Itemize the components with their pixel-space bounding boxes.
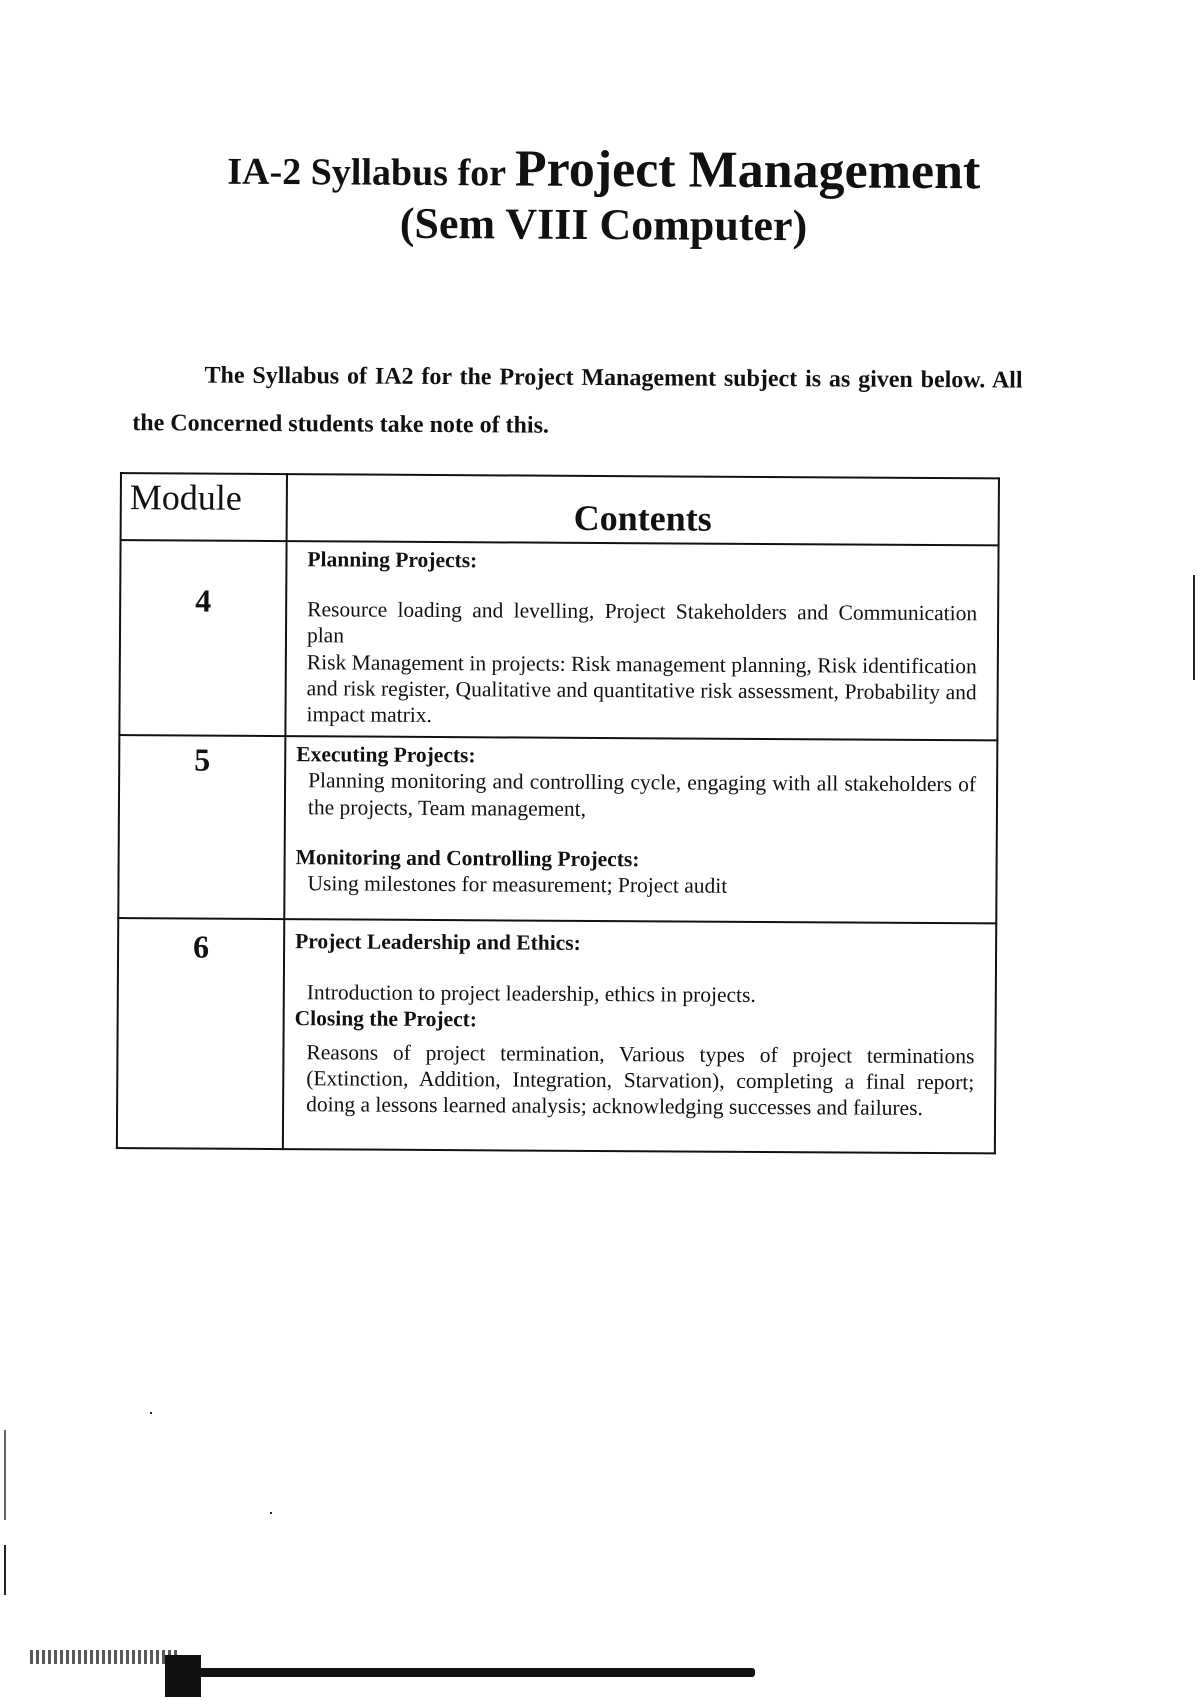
intro-paragraph: The Syllabus of IA2 for the Project Management subject is as given below. All the Concerned students take note of this. xyxy=(132,362,1023,439)
section-heading: Executing Projects: xyxy=(296,742,476,768)
scan-edge-mark xyxy=(4,1545,6,1595)
scan-edge-mark xyxy=(4,1430,6,1520)
scan-edge-artifact xyxy=(175,1668,755,1677)
title-prefix: IA-2 Syllabus for xyxy=(227,150,506,195)
document-title xyxy=(153,137,1054,253)
module-contents xyxy=(285,541,998,741)
section-heading: Planning Projects: xyxy=(307,547,478,573)
section-heading: Closing the Project: xyxy=(294,1005,478,1032)
module-contents xyxy=(283,919,996,1153)
module-number: 4 xyxy=(119,540,286,736)
syllabus-table xyxy=(116,472,1000,1154)
section-paragraph: Reasons of project termination, Various types of project terminations (Extinction, Addition, Integration, Starvation), completing a final report; doing a lessons learned analysis; acknowledging successes and failures. xyxy=(306,1040,975,1121)
title-line-1 xyxy=(154,137,1054,202)
section-heading: Monitoring and Controlling Projects: xyxy=(295,845,640,872)
section-paragraph: Using milestones for measurement; Project audit xyxy=(307,871,728,898)
module-column-header: Module xyxy=(121,473,287,541)
module-contents xyxy=(284,736,997,923)
section-paragraph: Introduction to project leadership, ethics in projects. xyxy=(306,979,756,1007)
scan-edge-artifact xyxy=(30,1650,180,1664)
scan-speck xyxy=(150,1412,152,1414)
title-line-2: (Sem VIII Computer) xyxy=(399,198,808,251)
contents-column-header: Contents xyxy=(287,474,999,545)
module-number: 5 xyxy=(118,735,285,919)
section-paragraph: Planning monitoring and controlling cycle, engaging with all stakeholders of the projects, Team management, xyxy=(307,768,977,821)
scan-edge-mark xyxy=(1193,575,1195,680)
module-number: 6 xyxy=(117,918,284,1148)
table-header-row xyxy=(121,473,999,545)
section-heading: Project Leadership and Ethics: xyxy=(295,929,581,956)
section-paragraph: Resource loading and levelling, Project Stakeholders and Communication plan xyxy=(306,597,978,648)
title-subject: Project Management xyxy=(514,140,981,201)
table-row xyxy=(117,918,996,1153)
section-paragraph: Risk Management in projects: Risk management planning, Risk identification and risk register, Qualitative and quantitative risk assessment, Probability and impact matrix. xyxy=(306,649,977,727)
scan-speck xyxy=(270,1512,272,1514)
table-row xyxy=(118,735,997,923)
table-row xyxy=(119,540,998,741)
